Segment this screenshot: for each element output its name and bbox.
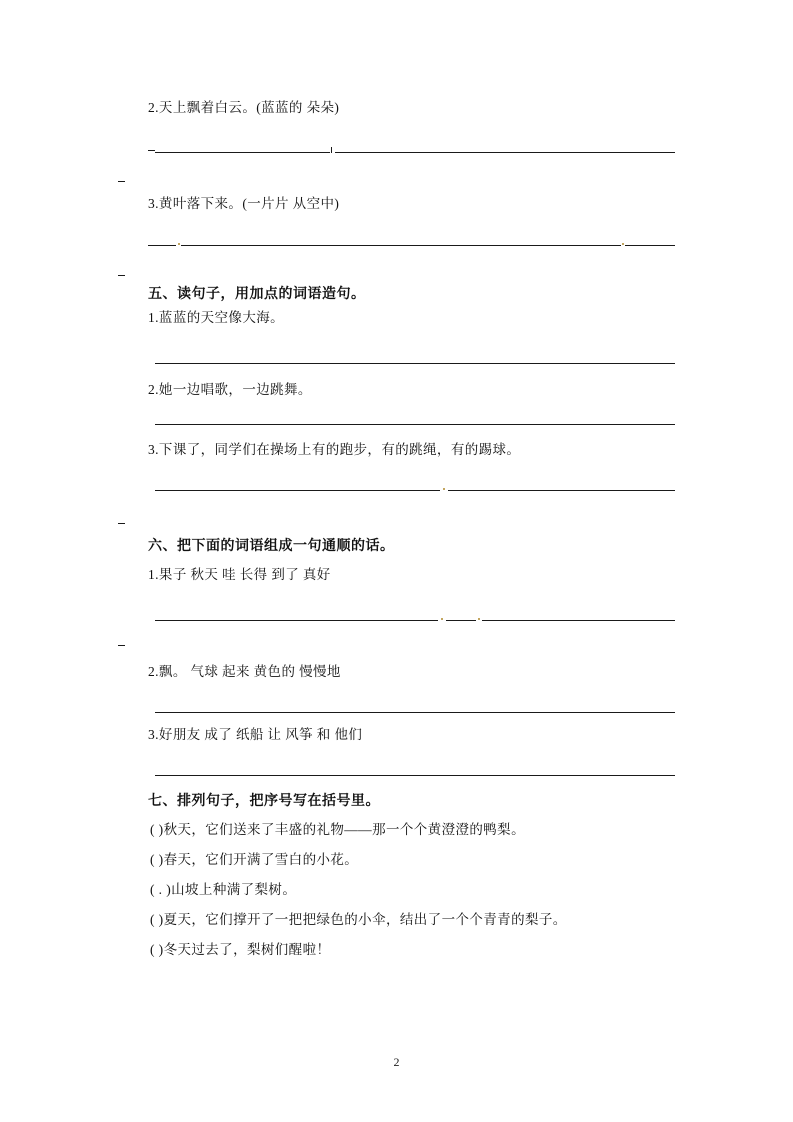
- stray-mark: [478, 618, 480, 620]
- order-bracket[interactable]: ( ): [150, 852, 164, 867]
- stray-mark: [118, 275, 125, 276]
- answer-line: [181, 245, 621, 246]
- order-line: [150, 907, 567, 933]
- order-text: 春天，它们开满了雪白的小花。: [163, 852, 359, 867]
- order-line: [150, 817, 525, 843]
- answer-line: [446, 620, 476, 621]
- answer-line: [335, 152, 675, 153]
- section-seven-heading: [148, 790, 380, 810]
- question-6-1: [148, 565, 331, 585]
- stray-mark: [118, 181, 125, 182]
- order-item-5: [150, 937, 330, 963]
- answer-line: [155, 490, 440, 491]
- stray-mark: [148, 150, 155, 151]
- question-text: 3.好朋友 成了 纸船 让 风筝 和 他们: [148, 727, 363, 742]
- page-number: 2: [393, 1055, 400, 1069]
- order-text: 冬天过去了，梨树们醒啦！: [163, 942, 331, 957]
- answer-line: [148, 245, 176, 246]
- question-text: 1.蓝蓝的天空像大海。: [148, 310, 285, 325]
- question-6-3: [148, 725, 362, 745]
- section-five-heading: [148, 283, 366, 303]
- stray-mark: [441, 618, 443, 620]
- stray-mark: [443, 488, 445, 490]
- section-title: 五、读句子，用加点的词语造句。: [148, 287, 366, 302]
- order-item-1: [150, 817, 525, 843]
- order-item-3: [150, 877, 296, 903]
- order-bracket[interactable]: ( ): [150, 942, 164, 957]
- stray-mark: [118, 645, 125, 646]
- question-2-1: [148, 98, 339, 118]
- answer-line: [155, 363, 675, 364]
- question-text: 2.飘。 气球 起来 黄色的 慢慢地: [148, 664, 341, 679]
- question-6-2: [148, 662, 341, 682]
- order-text: 夏天，它们撑开了一把把绿色的小伞，结出了一个个青青的梨子。: [163, 912, 567, 927]
- answer-line: [155, 424, 675, 425]
- order-bracket[interactable]: ( ): [150, 912, 164, 927]
- question-2-2: [148, 194, 339, 214]
- question-text: 3.下课了，同学们在操场上有的跑步，有的跳绳，有的踢球。: [148, 442, 521, 457]
- stray-mark: [622, 243, 624, 245]
- question-5-1: [148, 308, 284, 328]
- question-5-3: [148, 440, 520, 460]
- order-line: [150, 877, 296, 903]
- answer-line: [482, 620, 675, 621]
- answer-line: [155, 775, 675, 776]
- order-line: [150, 847, 358, 873]
- question-text: 3.黄叶落下来。(一片片 从空中): [148, 196, 340, 211]
- question-text: 2.她一边唱歌，一边跳舞。: [148, 382, 312, 397]
- order-text: 山坡上种满了梨树。: [171, 882, 297, 897]
- order-line: [150, 937, 330, 963]
- order-text: 秋天，它们送来了丰盛的礼物——那一个个黄澄澄的鸭梨。: [163, 822, 525, 837]
- answer-line: [155, 712, 675, 713]
- order-bracket[interactable]: ( . ): [150, 882, 172, 897]
- question-5-2: [148, 380, 312, 400]
- question-text: 2.天上飘着白云。(蓝蓝的 朵朵): [148, 100, 340, 115]
- section-title: 七、排列句子，把序号写在括号里。: [148, 794, 380, 809]
- stray-mark: [178, 243, 180, 245]
- question-text: 1.果子 秋天 哇 长得 到了 真好: [148, 567, 331, 582]
- answer-line: [625, 245, 675, 246]
- answer-line: [448, 490, 675, 491]
- order-bracket[interactable]: ( ): [150, 822, 164, 837]
- answer-line: [155, 620, 438, 621]
- section-title: 六、把下面的词语组成一句通顺的话。: [148, 539, 395, 554]
- answer-line: [155, 152, 330, 153]
- section-six-heading: [148, 535, 395, 555]
- order-item-2: [150, 847, 358, 873]
- stray-mark: [331, 147, 332, 153]
- order-item-4: [150, 907, 567, 933]
- stray-mark: [118, 523, 125, 524]
